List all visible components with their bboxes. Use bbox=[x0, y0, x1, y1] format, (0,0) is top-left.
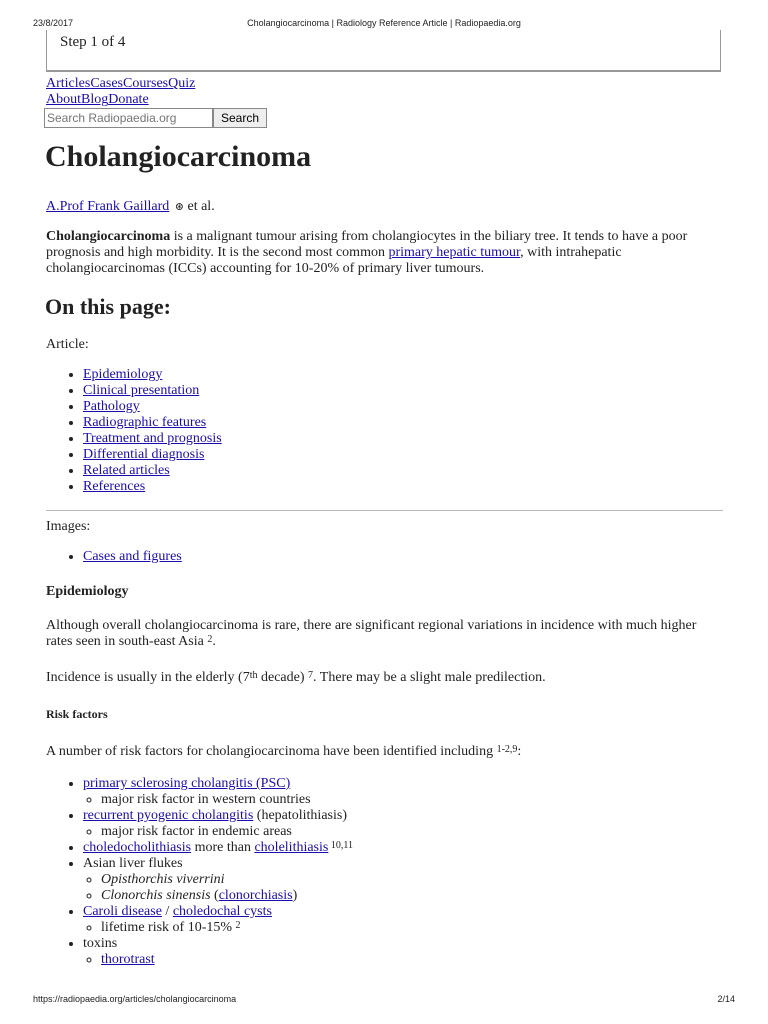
sub-list-item bbox=[101, 920, 353, 936]
toc-item bbox=[83, 463, 222, 479]
print-title: Cholangiocarcinoma | Radiology Reference Article | Radiopaedia.org bbox=[247, 18, 521, 28]
toc-references[interactable]: References bbox=[83, 479, 146, 494]
divider bbox=[46, 510, 723, 511]
sub-list-item: ◦ major risk factor in endemic areas bbox=[101, 824, 353, 840]
et-al: et al. bbox=[187, 199, 215, 214]
p1-end: . bbox=[212, 634, 216, 649]
p2-text-b: decade) bbox=[257, 670, 309, 685]
search-form bbox=[44, 108, 267, 128]
sub-list-item bbox=[101, 872, 353, 888]
intro-text-end: , with intrahepatic cholangiocarcinomas (ICCs) accounting for 10-20% of primary liver tumours. bbox=[46, 245, 622, 276]
list-item bbox=[83, 936, 353, 968]
list-item bbox=[83, 776, 353, 808]
link-primary-hepatic-tumour[interactable]: primary hepatic tumour bbox=[388, 245, 521, 260]
epidemiology-paragraph-2 bbox=[46, 670, 722, 686]
list-item bbox=[83, 856, 353, 904]
p1-text: Although overall cholangiocarcinoma is rare, there are significant regional variations in incidence with much higher rates seen in south-east Asia bbox=[46, 618, 697, 649]
images-label: Images: bbox=[46, 519, 91, 534]
step-label: Step 1 of 4 bbox=[60, 34, 126, 50]
site-nav bbox=[46, 76, 195, 108]
sub-list-item bbox=[101, 952, 353, 968]
ref-sup[interactable]: 2 bbox=[235, 920, 241, 931]
more-than-text: more than bbox=[191, 840, 255, 855]
link-psc[interactable]: primary sclerosing cholangitis (PSC) bbox=[83, 776, 291, 791]
ref-sup[interactable]: 7 bbox=[308, 670, 314, 681]
nav-blog[interactable]: Blog bbox=[81, 92, 109, 107]
risk-intro-text: A number of risk factors for cholangiocarcinoma have been identified including bbox=[46, 744, 497, 759]
paren-close: ) bbox=[292, 888, 298, 903]
clonorchis-text: Clonorchis sinensis bbox=[101, 888, 211, 903]
article-toc bbox=[64, 367, 222, 495]
toc-epidemiology[interactable]: Epidemiology bbox=[83, 367, 163, 382]
cases-and-figures-link[interactable]: Cases and figures bbox=[83, 549, 182, 564]
link-caroli-disease[interactable]: Caroli disease bbox=[83, 904, 162, 919]
paren-open: ( bbox=[210, 888, 219, 903]
ref-sup[interactable]: 2 bbox=[207, 634, 213, 645]
rpc-paren: (hepatolithiasis) bbox=[253, 808, 347, 823]
toc-clinical-presentation[interactable]: Clinical presentation bbox=[83, 383, 200, 398]
link-clonorchiasis[interactable]: clonorchiasis bbox=[218, 888, 293, 903]
toc-related-articles[interactable]: Related articles bbox=[83, 463, 170, 478]
registered-circle-icon: ⊛ bbox=[174, 201, 184, 213]
risk-factors-list bbox=[64, 776, 353, 968]
epidemiology-paragraph-1 bbox=[46, 618, 722, 650]
toc-item bbox=[83, 399, 222, 415]
toc-treatment-and-prognosis[interactable]: Treatment and prognosis bbox=[83, 431, 222, 446]
toc-radiographic-features[interactable]: Radiographic features bbox=[83, 415, 207, 430]
list-item bbox=[83, 808, 353, 840]
nav-donate[interactable]: Donate bbox=[108, 92, 149, 107]
intro-text: is a malignant tumour arising from cholangiocytes in the biliary tree. It tends to have a poor prognosis and high morbidity. It is the second most common bbox=[46, 229, 688, 260]
nav-articles[interactable]: Articles bbox=[46, 76, 91, 91]
nav-cases[interactable]: Cases bbox=[90, 76, 123, 91]
intro-term: Cholangiocarcinoma bbox=[46, 229, 171, 244]
link-thorotrast[interactable]: thorotrast bbox=[101, 952, 155, 967]
nav-about[interactable]: About bbox=[46, 92, 81, 107]
toc-item bbox=[83, 383, 222, 399]
authors bbox=[46, 199, 215, 215]
print-page-number: 2/14 bbox=[717, 994, 735, 1004]
opisthorchis-text: Opisthorchis viverrini bbox=[101, 872, 225, 887]
list-item bbox=[83, 840, 353, 856]
nav-quiz[interactable]: Quiz bbox=[168, 76, 196, 91]
nav-courses[interactable]: Courses bbox=[123, 76, 169, 91]
link-choledochal-cysts[interactable]: choledochal cysts bbox=[172, 904, 272, 919]
toc-item bbox=[83, 447, 222, 463]
p2-text-a: Incidence is usually in the elderly (7 bbox=[46, 670, 250, 685]
images-item bbox=[83, 549, 182, 565]
ref-sup[interactable]: 10,11 bbox=[328, 840, 353, 851]
p2-text-c: . There may be a slight male predilection. bbox=[313, 670, 546, 685]
link-choledocholithiasis[interactable]: choledocholithiasis bbox=[83, 840, 192, 855]
intro-paragraph bbox=[46, 229, 722, 277]
sub-list-item bbox=[101, 888, 353, 904]
author-link[interactable]: A.Prof Frank Gaillard bbox=[46, 199, 170, 214]
risk-factors-heading: Risk factors bbox=[46, 707, 108, 721]
risk-intro-end: : bbox=[517, 744, 522, 759]
search-button[interactable]: Search bbox=[213, 108, 267, 128]
page-title: Cholangiocarcinoma bbox=[45, 140, 312, 173]
lifetime-text: lifetime risk of 10-15% bbox=[101, 920, 236, 935]
print-date: 23/8/2017 bbox=[33, 18, 74, 28]
list-item bbox=[83, 904, 353, 936]
ref-sup[interactable]: 1-2,9 bbox=[496, 744, 518, 755]
toc-pathology[interactable]: Pathology bbox=[83, 399, 140, 414]
article-label: Article: bbox=[46, 337, 89, 352]
ordinal-sup: th bbox=[249, 670, 258, 681]
slash-text: / bbox=[161, 904, 173, 919]
print-url: https://radiopaedia.org/articles/cholangiocarcinoma bbox=[33, 994, 237, 1004]
step-indicator bbox=[46, 30, 721, 72]
toc-item bbox=[83, 479, 222, 495]
sub-list-item: ◦ major risk factor in western countries bbox=[101, 792, 353, 808]
toc-item bbox=[83, 431, 222, 447]
toc-item bbox=[83, 415, 222, 431]
toxins-text: toxins bbox=[83, 936, 118, 951]
on-this-page-heading: On this page: bbox=[45, 294, 171, 319]
toc-item bbox=[83, 367, 222, 383]
toc-differential-diagnosis[interactable]: Differential diagnosis bbox=[83, 447, 205, 462]
images-list bbox=[64, 549, 182, 565]
risk-factors-intro bbox=[46, 744, 722, 760]
link-cholelithiasis[interactable]: cholelithiasis bbox=[254, 840, 329, 855]
search-input[interactable] bbox=[44, 108, 213, 128]
flukes-text: Asian liver flukes bbox=[83, 856, 183, 871]
epidemiology-heading: Epidemiology bbox=[46, 584, 129, 599]
link-rpc[interactable]: recurrent pyogenic cholangitis bbox=[83, 808, 254, 823]
